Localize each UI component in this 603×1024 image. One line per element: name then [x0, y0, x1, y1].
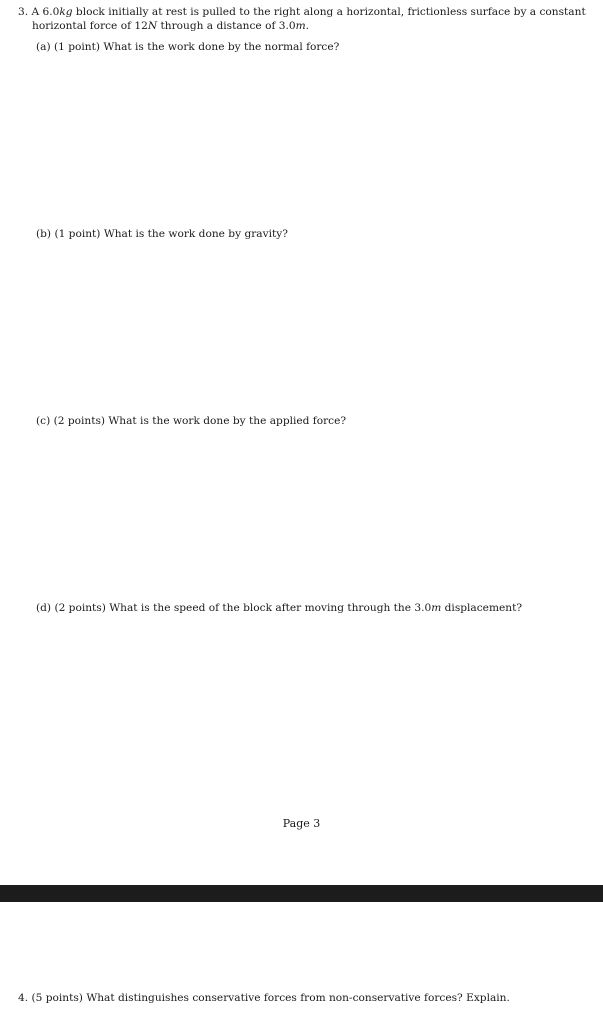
problem-3-text-line1-a: A 6.0 — [31, 6, 60, 18]
problem-3-text-line2-a: horizontal force of 12 — [32, 20, 148, 32]
part-points: (2 points) — [53, 415, 106, 427]
part-points: (1 point) — [54, 228, 101, 240]
problem-3-text-line1-b: block initially at rest is pulled to the right along a horizontal, frictionless surface by a constant — [72, 6, 586, 18]
question-part-b — [36, 227, 288, 241]
page-separator — [0, 885, 603, 902]
problem-3-line2 — [18, 19, 588, 33]
problem-4-statement — [18, 991, 510, 1005]
part-label: (d) — [36, 602, 52, 614]
part-question: What is the work done by the normal force? — [103, 41, 340, 53]
unit-kg: kg — [59, 6, 73, 18]
problem-4-number: 4. — [18, 992, 29, 1004]
problem-3-text-line2-b: through a distance of 3.0 — [157, 20, 296, 32]
page-number: Page 3 — [282, 817, 321, 830]
unit-meter: m — [431, 602, 442, 614]
unit-meter: m — [295, 20, 306, 32]
question-part-c — [36, 414, 346, 428]
problem-4-points: (5 points) — [31, 992, 83, 1004]
problem-3-statement — [18, 5, 588, 33]
question-part-a — [36, 40, 339, 54]
part-question-a: What is the speed of the block after moving through the 3.0 — [109, 602, 432, 614]
part-label: (b) — [36, 228, 52, 240]
unit-newton: N — [147, 20, 158, 32]
question-part-d — [36, 601, 522, 615]
part-question: What is the work done by the applied force? — [108, 415, 347, 427]
part-question-b: displacement? — [441, 602, 523, 614]
part-points: (1 point) — [53, 41, 100, 53]
problem-3-number: 3. — [18, 6, 29, 18]
problem-3-text-line2-c: . — [305, 20, 310, 32]
part-label: (c) — [36, 415, 51, 427]
part-points: (2 points) — [54, 602, 106, 614]
exam-page-4 — [0, 902, 603, 1024]
problem-4-question: What distinguishes conservative forces from non-conservative forces? Explain. — [86, 992, 510, 1004]
part-question: What is the work done by gravity? — [103, 228, 288, 240]
part-label: (a) — [36, 41, 51, 53]
